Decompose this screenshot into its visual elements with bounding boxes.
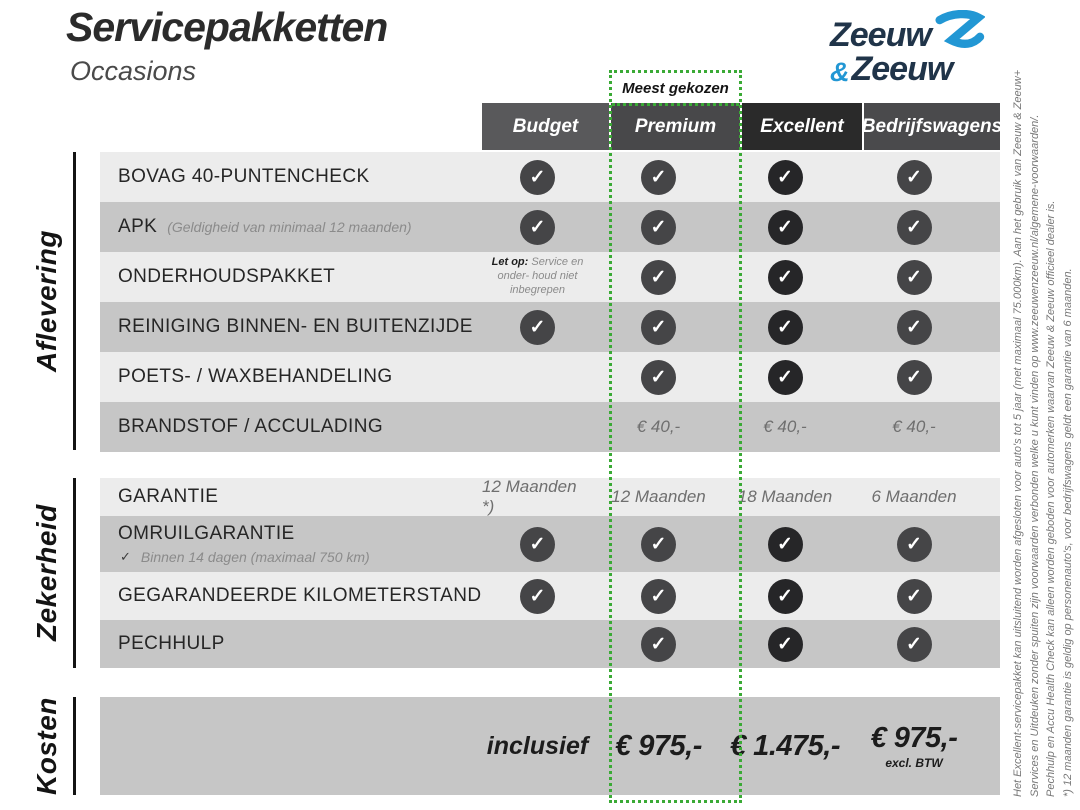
- table-row-bovag: [100, 152, 1000, 202]
- check-icon: [897, 527, 932, 562]
- footnote-line: Het Excellent-servicepakket kan uitsluitend worden afgesloten voor auto's tot 5 jaar (met maximaal 75.000km). Aan het gebruik van Zeeuw & Zeeuw+: [1012, 69, 1024, 797]
- section-label-kosten: Kosten: [31, 697, 62, 795]
- column-header-excellent: Excellent: [742, 103, 862, 150]
- table-row-poets-wax: [100, 352, 1000, 402]
- row-sublabel: (Geldigheid van minimaal 12 maanden): [167, 219, 412, 235]
- budget-note: [482, 256, 593, 297]
- check-icon: [641, 260, 676, 295]
- kosten-price-bedrijfswagens: € 975,-: [870, 722, 958, 754]
- table-row-garantie: [100, 478, 1000, 516]
- table-row-kosten: [100, 697, 1000, 795]
- check-icon: [768, 210, 803, 245]
- logo-word-1: Zeeuw: [830, 16, 931, 54]
- logo-word-2: Zeeuw: [851, 50, 953, 88]
- check-icon: [768, 579, 803, 614]
- section-divider-aflevering: [73, 152, 76, 450]
- check-icon: [897, 210, 932, 245]
- table-row-omruilgarantie: [100, 516, 1000, 572]
- row-label: BRANDSTOF / ACCULADING: [118, 416, 383, 437]
- check-icon: [897, 579, 932, 614]
- small-check-icon: [120, 549, 131, 565]
- section-divider-kosten: [73, 697, 76, 795]
- section-label-aflevering: Aflevering: [31, 230, 62, 372]
- row-label: POETS- / WAXBEHANDELING: [118, 366, 393, 387]
- price-value: € 40,-: [636, 417, 681, 436]
- logo-ampersand: &: [830, 57, 850, 87]
- check-icon: [520, 579, 555, 614]
- check-icon: [897, 260, 932, 295]
- check-icon: [768, 160, 803, 195]
- check-icon: [520, 527, 555, 562]
- check-icon: [897, 360, 932, 395]
- price-value: € 40,-: [892, 417, 936, 436]
- check-icon: [768, 310, 803, 345]
- table-row-pechhulp: [100, 620, 1000, 668]
- check-icon: [897, 310, 932, 345]
- table-row-apk: [100, 202, 1000, 252]
- check-icon: [768, 527, 803, 562]
- check-icon: [897, 160, 932, 195]
- check-icon: [641, 310, 676, 345]
- page-subtitle: Occasions: [70, 56, 197, 86]
- table-row-reiniging: [100, 302, 1000, 352]
- row-label: GEGARANDEERDE KILOMETERSTAND: [118, 585, 482, 606]
- column-header-bedrijfswagens: Bedrijfswagens: [864, 103, 1000, 150]
- zeeuw-en-zeeuw-logo: [830, 6, 1020, 86]
- check-icon: [641, 210, 676, 245]
- table-row-onderhoudspakket: [100, 252, 1000, 302]
- row-label: OMRUILGARANTIE: [118, 523, 295, 544]
- garantie-value: 6 Maanden: [871, 487, 957, 506]
- price-value: € 40,-: [763, 417, 807, 436]
- row-label: REINIGING BINNEN- EN BUITENZIJDE: [118, 316, 473, 337]
- check-icon: [768, 360, 803, 395]
- garantie-value: 12 Maanden: [611, 487, 706, 506]
- check-icon: [520, 310, 555, 345]
- column-header-budget: Budget: [482, 103, 609, 150]
- section-label-zekerheid: Zekerheid: [31, 504, 62, 642]
- check-icon: [641, 627, 676, 662]
- check-icon: [520, 210, 555, 245]
- note-rest: Service en onder- houd niet inbegrepen: [497, 256, 584, 296]
- check-icon: [641, 527, 676, 562]
- row-label: ONDERHOUDSPAKKET: [118, 266, 336, 287]
- footnote-line: Pechhulp en Accu Health Check kan alleen worden geboden voor automerken waarvan Zeeuw & Zeeuw officieel dealer is.: [1045, 200, 1057, 797]
- table-row-kilometerstand: [100, 572, 1000, 620]
- logo-z-swoosh-icon: [933, 10, 985, 56]
- footnote-line: Services en Uitdeuken zonder spuiten zijn voorwaarden verbonden welke u kunt vinden op www.zeeuwenzeeuw.nl/algemene-voorwaarden/.: [1028, 114, 1041, 797]
- footnote-line: *) 12 maanden garantie is geldig op personenauto's, voor bedrijfswagens geldt een garantie van 6 maanden.: [1061, 268, 1074, 797]
- garantie-value: 12 Maanden *): [482, 477, 577, 516]
- kosten-price-excellent: € 1.475,-: [730, 729, 840, 762]
- check-icon: [897, 627, 932, 662]
- meest-gekozen-badge: Meest gekozen: [612, 73, 739, 106]
- note-bold: Let op:: [491, 256, 529, 269]
- check-icon: [520, 160, 555, 195]
- section-divider-zekerheid: [73, 478, 76, 668]
- kosten-price-premium: € 975,-: [615, 729, 702, 762]
- column-header-premium: Premium: [611, 103, 740, 150]
- check-icon: [641, 360, 676, 395]
- kosten-inclusief: inclusief: [486, 731, 589, 760]
- row-sublabel: Binnen 14 dagen (maximaal 750 km): [140, 549, 370, 565]
- column-headers: [482, 103, 1003, 150]
- row-label: APK: [118, 216, 158, 237]
- row-label: PECHHULP: [118, 633, 225, 654]
- table-row-brandstof: [100, 402, 1000, 452]
- kosten-price-note: excl. BTW: [885, 756, 943, 770]
- check-icon: [641, 579, 676, 614]
- row-label: BOVAG 40-PUNTENCHECK: [118, 166, 370, 187]
- page-title: Servicepakketten: [66, 4, 388, 50]
- garantie-value: 18 Maanden: [737, 487, 833, 506]
- check-icon: [768, 627, 803, 662]
- row-label: GARANTIE: [118, 486, 219, 507]
- footnotes: [1010, 69, 1080, 797]
- check-icon: [641, 160, 676, 195]
- check-icon: [768, 260, 803, 295]
